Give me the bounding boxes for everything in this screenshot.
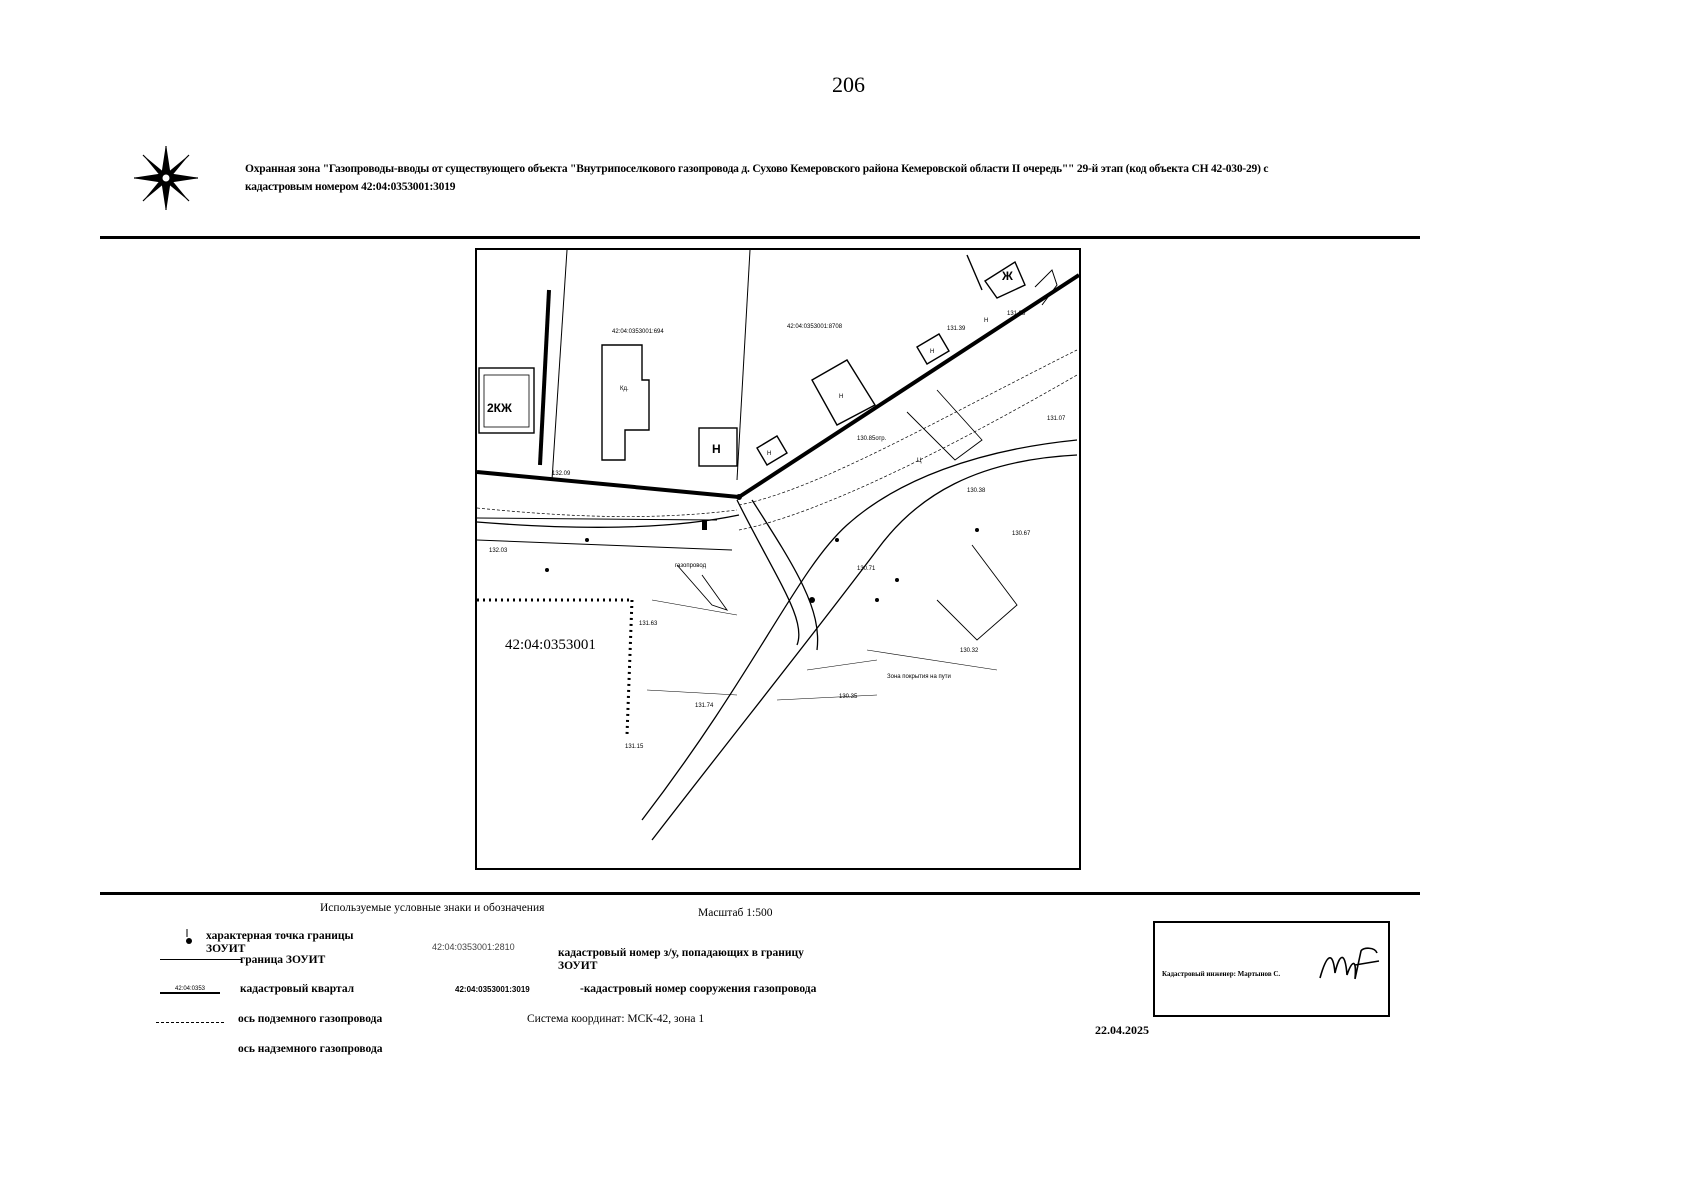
quarter-line-sample: 42:04:0353 xyxy=(160,986,220,994)
map-scale: Масштаб 1:500 xyxy=(698,907,773,919)
cadastral-quarter-label: 42:04:0353001 xyxy=(505,637,596,653)
building-label-n1: Н xyxy=(712,442,721,456)
elevation-3: 131.07 xyxy=(1047,416,1066,422)
document-date: 22.04.2025 xyxy=(1095,1023,1149,1037)
underground-line-sample xyxy=(156,1022,224,1023)
bottom-divider xyxy=(100,892,1420,895)
legend-boundary-text: граница ЗОУИТ xyxy=(240,954,326,966)
legend-quarter-text: кадастровый квартал xyxy=(240,983,355,995)
legend-point-text: характерная точка границы ЗОУИТ xyxy=(206,930,354,955)
building-label-kd: Кд. xyxy=(620,386,629,392)
legend-parcel-text: кадастровый номер з/у, попадающих в границу ЗОУИТ xyxy=(558,947,804,972)
cadastral-map xyxy=(477,250,1079,868)
label-ts: Ц xyxy=(917,458,922,464)
legend-heading: Используемые условные знаки и обозначения xyxy=(320,902,545,914)
map-note-zone: Зона покрытия на пути xyxy=(887,674,951,680)
building-label-n5: Н xyxy=(984,318,989,324)
elevation-6: 130.67 xyxy=(1012,531,1031,537)
legend-underground-text: ось подземного газопровода xyxy=(238,1013,383,1025)
legend-structure-text: -кадастровый номер сооружения газопровода xyxy=(580,983,817,995)
elevation-14: 130.85отр. xyxy=(857,436,887,442)
elevation-7: 130.71 xyxy=(857,566,876,572)
parcel-694-label: 42:04:0353001:694 xyxy=(612,329,664,335)
elevation-9: 130.32 xyxy=(960,648,979,654)
building-label-n2: Н xyxy=(839,394,844,400)
parcel-number-sample: 42:04:0353001:2810 xyxy=(432,942,515,952)
elevation-5: 130.38 xyxy=(967,488,986,494)
building-label-zh: Ж xyxy=(1002,269,1013,283)
engineer-stamp xyxy=(1153,921,1390,1017)
elevation-2: 131.39 xyxy=(947,326,966,332)
elevation-12: 131.15 xyxy=(625,744,644,750)
legend-aboveground-text: ось надземного газопровода xyxy=(238,1043,383,1055)
boundary-line-sample xyxy=(160,959,242,960)
elevation-11: 130.35 xyxy=(839,694,858,700)
building-label-n4: Н xyxy=(930,349,935,355)
elevation-1: 131.38 xyxy=(1007,311,1026,317)
page-number: 206 xyxy=(832,72,865,97)
parcel-8708-label: 42:04:0353001:8708 xyxy=(787,324,843,330)
elevation-13: 132.09 xyxy=(552,471,571,477)
elevation-4: 132.03 xyxy=(489,548,508,554)
elevation-8: 131.63 xyxy=(639,621,658,627)
structure-number-sample: 42:04:0353001:3019 xyxy=(455,985,530,994)
document-title: Охранная зона "Газопроводы-вводы от существующего объекта "Внутрипоселкового газопровода д. Сухово Кемеровского района Кемеровской области II очередь"" 29-й этап (код объекта СН 42-030-29) с кадастровым номером 42:04:0353001:3019 xyxy=(245,163,1269,193)
top-divider xyxy=(100,236,1420,239)
map-note-gas: газопровод xyxy=(675,563,707,569)
signature-icon xyxy=(1315,943,1385,988)
stamp-label: Кадастровый инженер: Мартынов С. xyxy=(1162,970,1281,978)
elevation-10: 131.74 xyxy=(695,703,714,709)
boundary-point-icon xyxy=(184,929,194,945)
map-frame xyxy=(475,248,1081,870)
building-label-n3: Н xyxy=(767,451,772,457)
north-arrow-icon xyxy=(133,145,199,211)
coordinate-system: Система координат: МСК-42, зона 1 xyxy=(527,1013,705,1025)
building-label-2kzh: 2КЖ xyxy=(487,401,512,415)
